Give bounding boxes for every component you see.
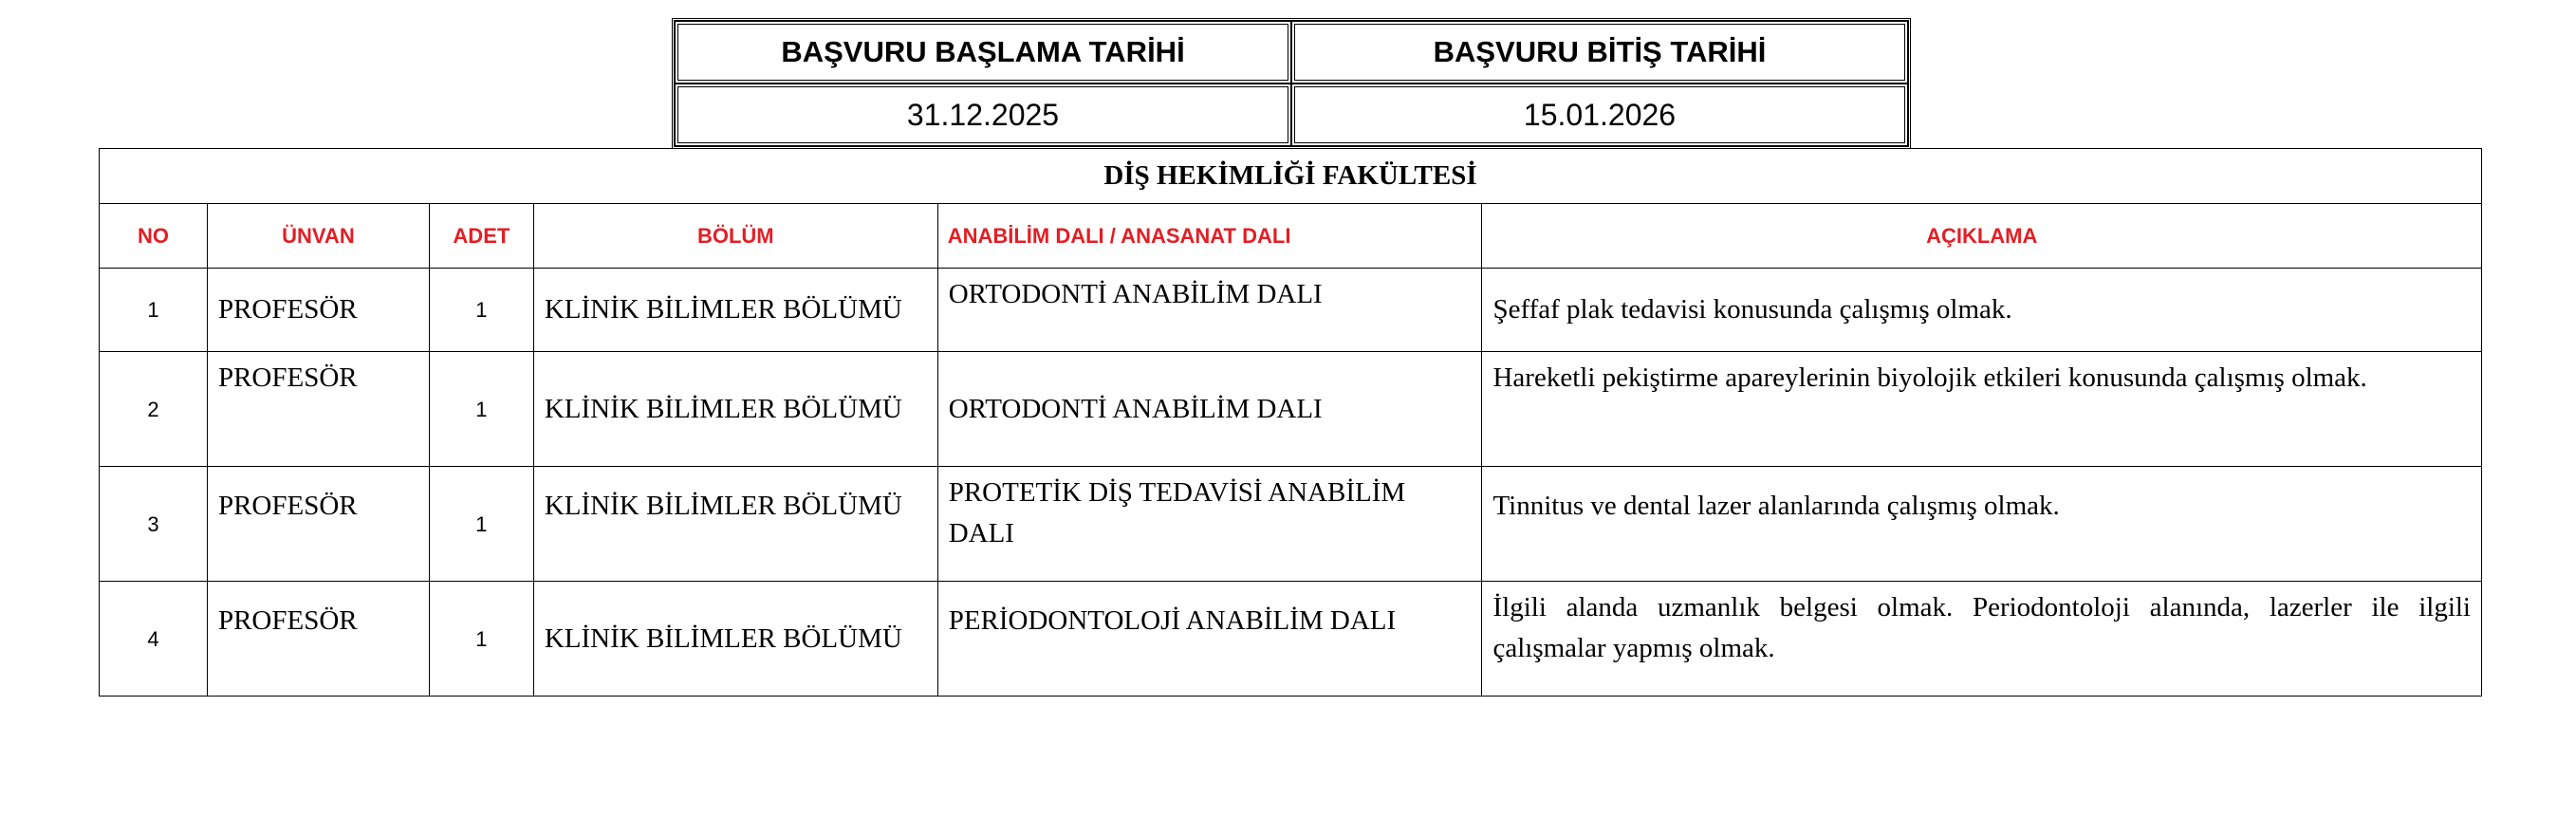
cell-bolum: KLİNİK BİLİMLER BÖLÜMÜ [533,582,937,697]
application-dates-table [672,18,1911,149]
end-date-value: 15.01.2026 [1291,84,1908,146]
cell-adet: 1 [429,467,533,582]
cell-bolum: KLİNİK BİLİMLER BÖLÜMÜ [533,269,937,352]
cell-no: 3 [100,467,208,582]
end-date-label: BAŞVURU BİTİŞ TARİHİ [1291,21,1908,84]
cell-anabilim: PROTETİK DİŞ TEDAVİSİ ANABİLİM DALI [937,467,1482,582]
table-row [100,467,2482,582]
column-header-anabilim: ANABİLİM DALI / ANASANAT DALI [937,204,1482,269]
cell-aciklama: Şeffaf plak tedavisi konusunda çalışmış olmak. [1482,269,2482,352]
column-header-adet: ADET [429,204,533,269]
cell-unvan: PROFESÖR [207,467,429,582]
cell-anabilim: ORTODONTİ ANABİLİM DALI [937,352,1482,467]
column-header-unvan: ÜNVAN [207,204,429,269]
cell-adet: 1 [429,582,533,697]
cell-anabilim: ORTODONTİ ANABİLİM DALI [937,269,1482,352]
cell-no: 4 [100,582,208,697]
column-header-row [100,204,2482,269]
start-date-label: BAŞVURU BAŞLAMA TARİHİ [675,21,1291,84]
cell-unvan: PROFESÖR [207,352,429,467]
table-row [100,582,2482,697]
cell-no: 2 [100,352,208,467]
cell-unvan: PROFESÖR [207,269,429,352]
column-header-bolum: BÖLÜM [533,204,937,269]
column-header-aciklama: AÇIKLAMA [1482,204,2482,269]
cell-aciklama: Hareketli pekiştirme apareylerinin biyolojik etkileri konusunda çalışmış olmak. [1482,352,2482,467]
column-header-no: NO [100,204,208,269]
cell-aciklama: Tinnitus ve dental lazer alanlarında çalışmış olmak. [1482,467,2482,582]
faculty-header-row [100,149,2482,204]
cell-adet: 1 [429,352,533,467]
table-row [100,269,2482,352]
cell-no: 1 [100,269,208,352]
faculty-title: DİŞ HEKİMLİĞİ FAKÜLTESİ [100,149,2482,204]
cell-bolum: KLİNİK BİLİMLER BÖLÜMÜ [533,352,937,467]
positions-table [99,148,2482,697]
cell-aciklama: İlgili alanda uzmanlık belgesi olmak. Periodontoloji alanında, lazerler ile ilgili çalışmalar yapmış olmak. [1482,582,2482,697]
cell-adet: 1 [429,269,533,352]
cell-unvan: PROFESÖR [207,582,429,697]
cell-anabilim: PERİODONTOLOJİ ANABİLİM DALI [937,582,1482,697]
cell-bolum: KLİNİK BİLİMLER BÖLÜMÜ [533,467,937,582]
start-date-value: 31.12.2025 [675,84,1291,146]
table-row [100,352,2482,467]
